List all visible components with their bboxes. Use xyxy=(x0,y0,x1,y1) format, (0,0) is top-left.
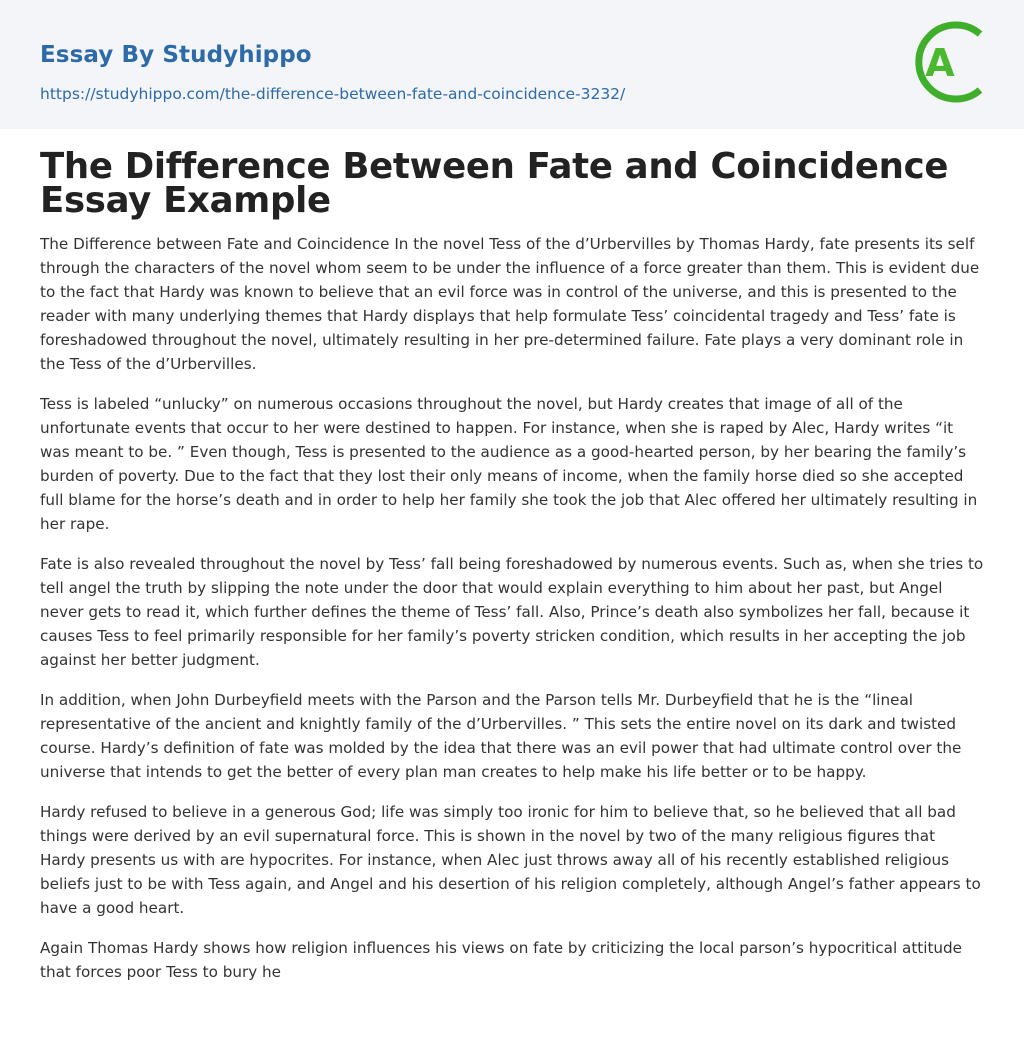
logo-letter: A xyxy=(925,41,955,85)
article xyxy=(40,146,985,1000)
page-url-link[interactable]: https://studyhippo.com/the-difference-between-fate-and-coincidence-3232/ xyxy=(40,85,626,103)
paragraph-3: Fate is also revealed throughout the novel by Tess’ fall being foreshadowed by numerous events. Such as, when she tries to tell angel the truth by slipping the note under the door that would explain everything to him about her past, but Angel never gets to read it, which further defines the theme of Tess’ fall. Also, Prince’s death also symbolizes her fall, because it causes Tess to feel primarily responsible for her family’s poverty stricken condition, which results in her accepting the job against her better judgment. xyxy=(40,555,984,669)
paragraph-2: Tess is labeled “unlucky” on numerous occasions throughout the novel, but Hardy creates that image of all of the unfortunate events that occur to her were destined to happen. For instance, when she is raped by Alec, Hardy writes “it was meant to be. ” Even though, Tess is presented to the audience as a good-hearted person, by her bearing the family’s burden of poverty. Due to the fact that they lost their only means of income, when the family horse died so she accepted full blame for the horse’s death and in order to help her family she took the job that Alec offered her ultimately resulting in her rape. xyxy=(40,395,978,533)
paragraph-1: The Difference between Fate and Coincidence In the novel Tess of the d’Urbervilles by Thomas Hardy, fate presents its self through the characters of the novel whom seem to be under the influence of a force greater than them. This is evident due to the fact that Hardy was known to believe that an evil force was in control of the universe, and this is presented to the reader with many underlying themes that Hardy displays that help formulate Tess’ coincidental tragedy and Tess’ fate is foreshadowed throughout the novel, ultimately resulting in her pre-determined failure. Fate plays a very dominant role in the Tess of the d’Urbervilles. xyxy=(40,235,980,373)
paragraph-6: Again Thomas Hardy shows how religion influences his views on fate by criticizing the local parson’s hypocritical attitude that forces poor Tess to bury he xyxy=(40,939,963,981)
studyhippo-logo-icon[interactable] xyxy=(913,20,987,104)
brand-title[interactable]: Essay By Studyhippo xyxy=(40,42,312,68)
page-title: The Difference Between Fate and Coincidence Essay Example xyxy=(40,146,949,221)
paragraph-4: In addition, when John Durbeyfield meets with the Parson and the Parson tells Mr. Durbeyfield that he is the “lineal representative of the ancient and knightly family of the d’Urbervilles. ” This sets the entire novel on its dark and twisted course. Hardy’s definition of fate was molded by the idea that there was an evil power that had ultimate control over the universe that intends to get the better of every plan man creates to help make his life better or to be happy. xyxy=(40,691,962,781)
paragraph-5: Hardy refused to believe in a generous God; life was simply too ironic for him to believe that, so he believed that all bad things were derived by an evil supernatural force. This is shown in the novel by two of the many religious figures that Hardy presents us with are hypocrites. For instance, when Alec just throws away all of his recently established religious beliefs just to be with Tess again, and Angel and his desertion of his religion completely, although Angel’s father appears to have a good heart. xyxy=(40,803,981,917)
site-header xyxy=(0,0,1024,129)
